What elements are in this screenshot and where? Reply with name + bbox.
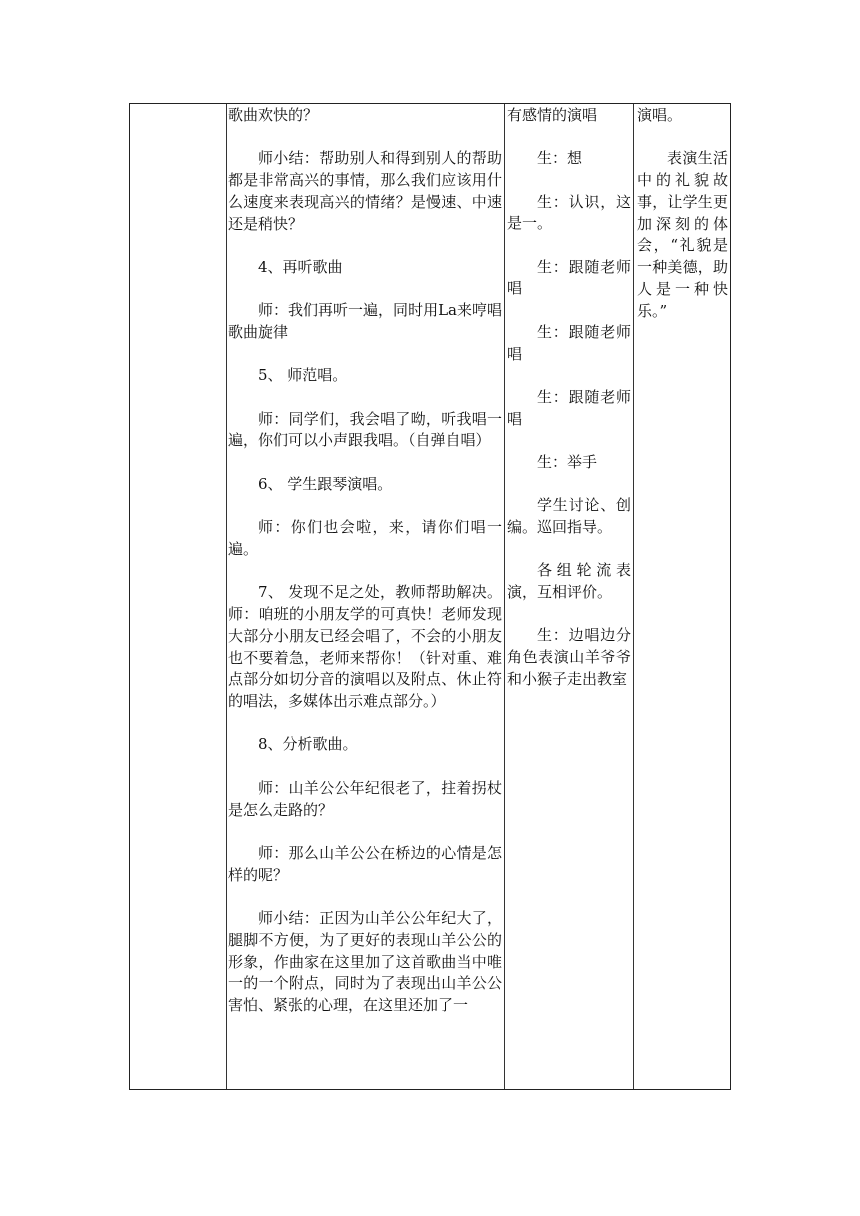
teacher-step-heading: 6、 学生跟琴演唱。: [258, 474, 393, 493]
intent-text: 表演生活中的礼貌故事，让学生更加深刻的体会，“礼貌是一种美德，助人是一种快乐。”: [637, 149, 728, 320]
student-text: 生：认识，这是一。: [507, 192, 631, 233]
teacher-text: 师：山羊公公年纪很老了，拄着拐杖是怎么走路的？: [228, 778, 502, 819]
teacher-text: 师：同学们，我会唱了呦，听我唱一遍，你们可以小声跟我唱。（自弹自唱）: [228, 409, 502, 450]
teacher-text: 师小结：帮助别人和得到别人的帮助都是非常高兴的事情，那么我们应该用什么速度来表现高兴的情绪？是慢速、中速还是稍快？: [228, 149, 502, 233]
student-text: 各组轮流表演，互相评价。: [507, 561, 631, 602]
teacher-step-heading: 8、分析歌曲。: [258, 735, 358, 754]
teacher-step-heading: 5、 师范唱。: [258, 366, 348, 385]
teacher-text: 师：那么山羊公公在桥边的心情是怎样的呢？: [228, 843, 502, 884]
stage-column: [130, 104, 227, 1089]
teacher-text: 师小结：正因为山羊公公年纪大了，腿脚不方便，为了更好的表现山羊公公的形象，作曲家在这里加了这首歌曲当中唯一的一个附点，同时为了表现出山羊公公害怕、紧张的心理，在这里还加了一: [228, 908, 502, 1015]
student-text: 生：举手: [537, 452, 598, 471]
teacher-text: 师：你们也会啦，来，请你们唱一遍。: [228, 518, 502, 558]
student-text: 生：跟随老师唱: [507, 387, 631, 428]
lesson-plan-table: [129, 103, 731, 1090]
teacher-activity-column: [227, 104, 505, 1089]
student-text: 生：想: [537, 149, 583, 168]
student-text: 生：边唱边分角色表演山羊爷爷和小猴子走出教室: [507, 626, 631, 689]
student-text: 学生讨论、创编。巡回指导。: [507, 496, 631, 537]
intent-text: 演唱。: [637, 106, 683, 124]
student-text: 有感情的演唱: [507, 106, 598, 124]
student-activity-column: [505, 104, 634, 1089]
design-intent-column: [634, 104, 730, 1089]
teacher-step-heading: 4、再听歌曲: [258, 257, 343, 276]
teacher-text: 歌曲欢快的？: [228, 106, 319, 124]
teacher-text: 7、 发现不足之处，教师帮助解决。师：咱班的小朋友学的可真快！老师发现大部分小朋友已经会唱了，不会的小朋友也不要着急，老师来帮你！（针对重、难点部分如切分音的演唱以及附点、休止符的唱法，多媒体出示难点部分。）: [228, 583, 502, 711]
student-text: 生：跟随老师唱: [507, 322, 631, 363]
student-text: 生：跟随老师唱: [507, 257, 631, 298]
teacher-text: 师：我们再听一遍，同时用La来哼唱歌曲旋律: [228, 301, 502, 342]
